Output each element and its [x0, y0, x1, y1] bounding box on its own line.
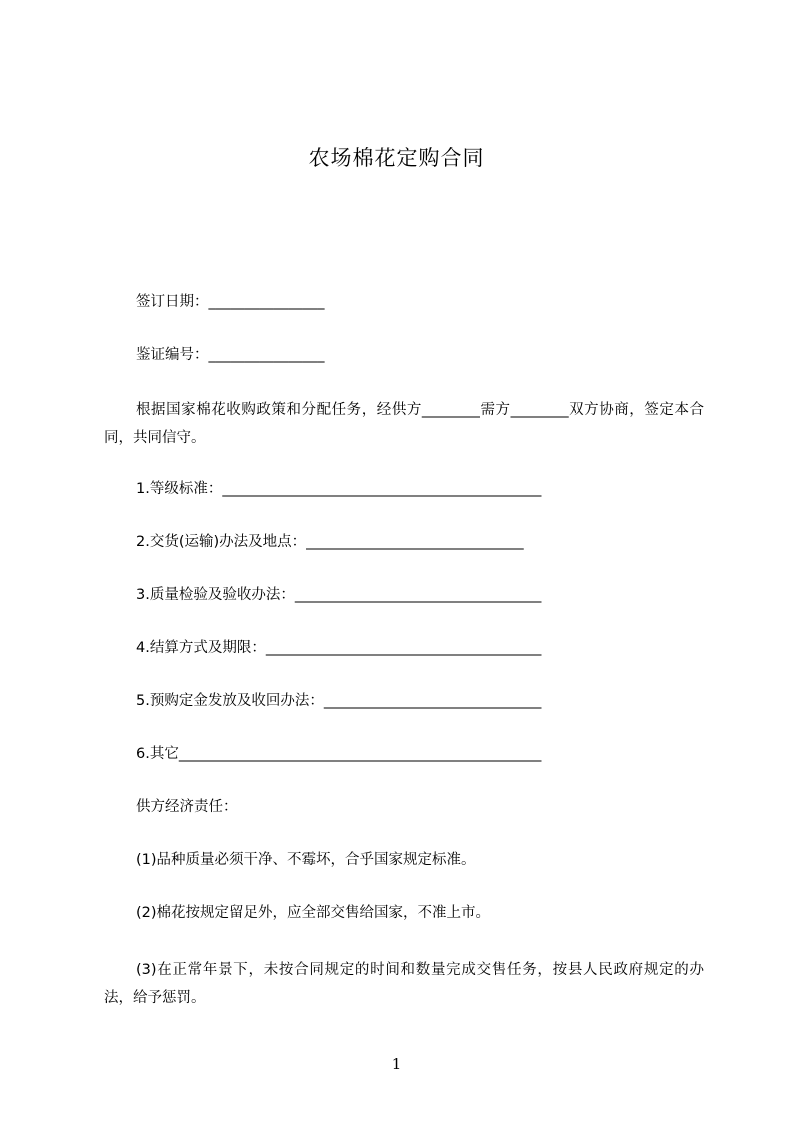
item-deposit: 5.预购定金发放及收回办法：______________________________ — [136, 693, 542, 709]
supplier-clause-1: (1)品种质量必须干净、不霉坏，合乎国家规定标准。 — [136, 852, 476, 868]
supplier-clause-3: (3)在正常年景下，未按合同规定的时间和数量完成交售任务，按县人民政府规定的办法，给予惩罚。 — [104, 962, 704, 1006]
item-grade-standard: 1.等级标准：____________________________________________ — [136, 481, 542, 497]
document-title: 农场棉花定购合同 — [308, 146, 485, 170]
page-number: 1 — [391, 1055, 402, 1073]
item-settlement: 4.结算方式及期限：______________________________________ — [136, 640, 542, 656]
sign-date-line: 签订日期：________________ — [136, 294, 325, 310]
cert-number-line: 鉴证编号：________________ — [136, 347, 325, 363]
item-other: 6.其它__________________________________________________ — [136, 746, 542, 762]
supplier-responsibility-heading: 供方经济责任： — [136, 799, 238, 815]
item-quality-inspection: 3.质量检验及验收办法：__________________________________ — [136, 587, 542, 603]
intro-paragraph: 根据国家棉花收购政策和分配任务，经供方________需方________双方协商，签定本合同，共同信守。 — [104, 402, 704, 446]
item-delivery-method: 2.交货(运输)办法及地点：______________________________ — [136, 534, 524, 550]
supplier-clause-2: (2)棉花按规定留足外，应全部交售给国家，不准上市。 — [136, 905, 491, 921]
